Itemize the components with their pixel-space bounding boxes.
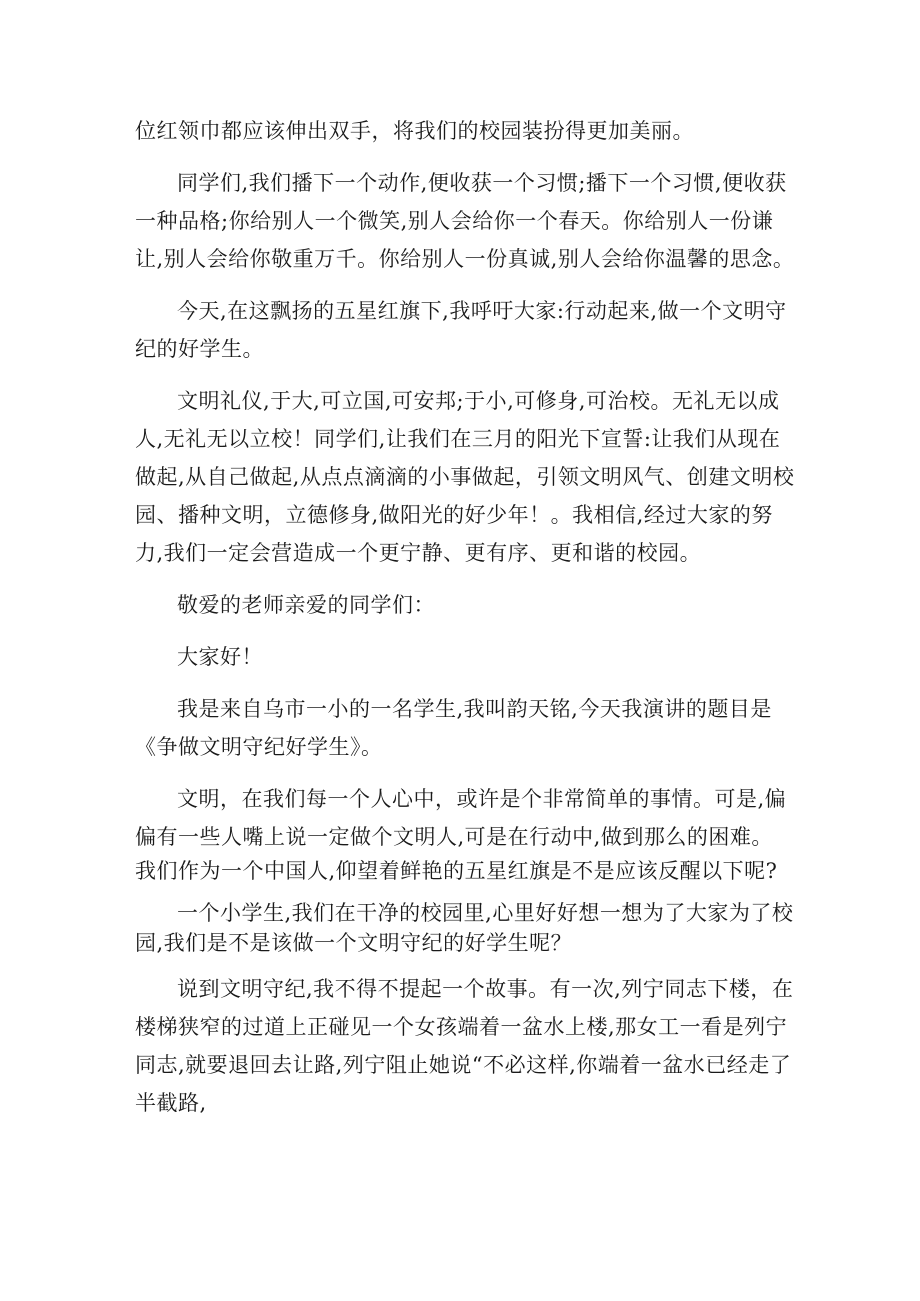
paragraph-10: 一个小学生,我们在干净的校园里,心里好好想一想为了大家为了校园,我们是不是该做一个文明守纪的好学生呢？	[135, 901, 794, 955]
paragraph-9: 我们作为一个中国人,仰望着鲜艳的五星红旗是不是应该反醒以下呢?	[135, 859, 778, 883]
paragraph-3: 今天,在这飘扬的五星红旗下,我呼吁大家:行动起来,做一个文明守纪的好学生。	[135, 299, 787, 361]
document-body	[135, 112, 795, 1136]
paragraph-7: 我是来自乌市一小的一名学生,我叫韵天铭,今天我演讲的题目是《争做文明守纪好学生》。	[135, 697, 772, 759]
paragraph-8: 文明，在我们每一个人心中，或许是个非常简单的事情。可是,偏偏有一些人嘴上说一定做个文明人,可是在行动中,做到那么的困难。	[135, 787, 787, 849]
paragraph-6: 大家好！	[177, 645, 263, 669]
paragraph-1: 位红领巾都应该伸出双手，将我们的校园装扮得更加美丽。	[135, 119, 694, 143]
paragraph-5: 敬爱的老师亲爱的同学们：	[177, 593, 435, 617]
paragraph-2: 同学们,我们播下一个动作,便收获一个习惯;播下一个习惯,便收获一种品格;你给别人一个微笑,别人会给你一个春天。你给别人一份谦让,别人会给你敬重万千。你给别人一份真诚,别人会给你温馨的思念。	[135, 171, 795, 271]
paragraph-4: 文明礼仪,于大,可立国,可安邦;于小,可修身,可治校。无礼无以成人,无礼无以立校！同学们,让我们在三月的阳光下宣誓:让我们从现在做起,从自己做起,从点点滴滴的小事做起，引领文明风气、创建文明校园、播种文明，立德修身,做阳光的好少年！。我相信,经过大家的努力,我们一定会营造成一个更宁静、更有序、更和谐的校园。	[135, 389, 795, 565]
paragraph-11: 说到文明守纪,我不得不提起一个故事。有一次,列宁同志下楼，在楼梯狭窄的过道上正碰见一个女孩端着一盆水上楼,那女工一看是列宁同志,就要退回去让路,列宁阻止她说“不必这样,你端着一盆水已经走了半截路,	[135, 977, 794, 1115]
